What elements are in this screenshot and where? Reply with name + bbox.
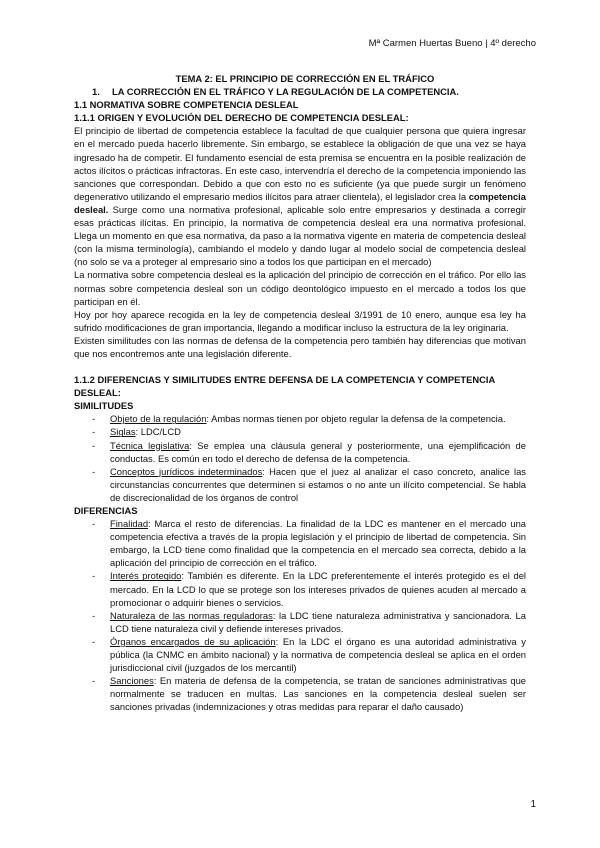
list-item-term: Sanciones — [110, 675, 154, 687]
similitudes-label: SIMILITUDES — [74, 400, 134, 412]
list-item-term: Finalidad — [110, 518, 149, 530]
list-item-term: Naturaleza de las normas reguladoras — [110, 609, 273, 621]
list-item-term: Órganos encargados de su aplicación — [110, 635, 276, 647]
list-item-text: : la LDC tiene naturaleza administrativa y sancionadora. La LCD tiene naturaleza civil y defiende intereses privados. — [110, 609, 526, 634]
list-item — [74, 674, 526, 713]
diferencias-label: DIFERENCIAS — [74, 505, 138, 516]
heading-1-1-2: 1.1.2 DIFERENCIAS Y SIMILITUDES ENTRE DEFENSA DE LA COMPETENCIA Y COMPETENCIA DESLEAL: — [74, 374, 495, 399]
heading-1-1: 1.1 NORMATIVA SOBRE COMPETENCIA DESLEAL — [74, 99, 299, 111]
list-item — [74, 609, 526, 635]
list-item-text: : Ambas normas tienen por objeto regular la defensa de la competencia. — [206, 413, 506, 425]
list-item-term: Objeto de la regulación — [110, 413, 207, 425]
similitudes-list — [74, 412, 526, 504]
paragraph-1-a: El principio de libertad de competencia establece la facultad de que cualquier persona que quiera ingresar en el mercado pueda hacerlo libremente. Sin embargo, se establece la obligación de que una vez se haya ingresado ha de competir. El fundamento esencial de esta premisa se encuentra en la posible realización de actos ilícitos o prácticas infractoras. En este caso, intervendría el derecho de la competencia imponiendo las sanciones que correspondan. Debido a que con esto no es suficiente (ya que puede surgir un fenómeno degenerativo utilizando el empresario medios ilícitos para atraer clientela), el legislador crea la — [74, 125, 526, 202]
paragraph-2: La normativa sobre competencia desleal es la aplicación del principio de corrección en el tráfico. Por ello las normas sobre competencia desleal son un código deontológico impuesto en el mercado a todos los que participan en él. — [74, 269, 526, 307]
list-item — [74, 412, 526, 425]
section-label: LA CORRECCIÓN EN EL TRÁFICO Y LA REGULACIÓN DE LA COMPETENCIA. — [112, 86, 459, 98]
list-item-term: Técnica legislativa — [110, 439, 190, 451]
list-item-text: : También es diferente. En la LDC preferentemente el interés protegido es el del mercado. En la LCD lo que se protege son los intereses privados de quienes acuden al mercado a promocionar o adquirir bienes o servicios. — [110, 570, 526, 608]
list-item-text: : Hacen que el juez al analizar el caso concreto, analice las circunstancias concurrentes que determinen si estamos o no ante un ilícito competencial. Se habla de discrecionalidad de los órganos de control — [110, 465, 526, 503]
list-item — [74, 517, 526, 569]
section-number: 1. — [92, 86, 100, 98]
heading-1-1-1: 1.1.1 ORIGEN Y EVOLUCIÓN DEL DERECHO DE COMPETENCIA DESLEAL: — [74, 112, 409, 124]
list-item — [74, 425, 526, 438]
page-header: Mª Carmen Huertas Bueno | 4º derecho — [368, 38, 536, 49]
list-item-text: : LDC/LCD — [135, 426, 181, 438]
section-heading-1 — [74, 85, 526, 98]
paragraph-1-c: Surge como una normativa profesional, aplicable solo entre empresarios y destinada a corregir esas prácticas ilícitas. En principio, la normativa de competencia desleal era una normativa profesional. Llega un momento en que esa normativa, da paso a la normativa vigente en materia de competencia desleal (con la misma terminología), cambiando el modelo y dando lugar al modelo social de competencia desleal (no solo se va a proteger al empresario sino a todos los que participan en el mercado) — [74, 203, 526, 268]
paragraph-1 — [74, 124, 526, 268]
paragraph-4: Existen similitudes con las normas de defensa de la competencia pero también hay diferencias que motivan que nos encontremos ante una legislación diferente. — [74, 334, 526, 359]
list-item-text: : Marca el resto de diferencias. La finalidad de la LDC es mantener en el mercado una competencia efectiva a través de la propia legislación y el principio de libertad de competencia. Sin embargo, la LCD tiene como finalidad que la competencia en el mercado sea correcta, debido a la aplicación del principio de corrección en el tráfico. — [110, 518, 526, 569]
list-item — [74, 439, 526, 465]
list-item — [74, 635, 526, 674]
page-number: 1 — [530, 799, 536, 810]
document-body — [74, 72, 526, 714]
paragraph-1-bold: competencia desleal. — [74, 190, 526, 215]
list-item-text: : En materia de defensa de la competencia, se tratan de sanciones administrativas que normalmente se traducen en multas. Las sanciones en la competencia desleal suelen ser sanciones privadas (indemnizaciones y otras medidas para reparar el daño causado) — [110, 675, 526, 713]
list-item-text: : En la LDC el órgano es una autoridad administrativa y pública (la CNMC en ámbito nacional) y la normativa de competencia desleal se aplica en el orden jurisdiccional civil (juzgados de los mercantil) — [110, 635, 526, 674]
list-item-text: : Se emplea una cláusula general y posteriormente, una ejemplificación de conductas. Es común en todo el derecho de defensa de la competencia. — [110, 439, 526, 464]
diferencias-list — [74, 517, 526, 713]
page-title: TEMA 2: EL PRINCIPIO DE CORRECCIÓN EN EL TRÁFICO — [175, 73, 435, 84]
list-item-term: Conceptos jurídicos indeterminados — [110, 465, 263, 477]
list-item-term: Interés protegido — [110, 570, 182, 582]
paragraph-3: Hoy por hoy aparece recogida en la ley de competencia desleal 3/1991 de 10 enero, aunque esa ley ha sufrido modificaciones de gran importancia, llegando a modificar incluso la estructura de la ley originaria. — [74, 308, 526, 333]
list-item — [74, 465, 526, 504]
list-item-term: Siglas — [110, 426, 136, 438]
list-item — [74, 569, 526, 608]
